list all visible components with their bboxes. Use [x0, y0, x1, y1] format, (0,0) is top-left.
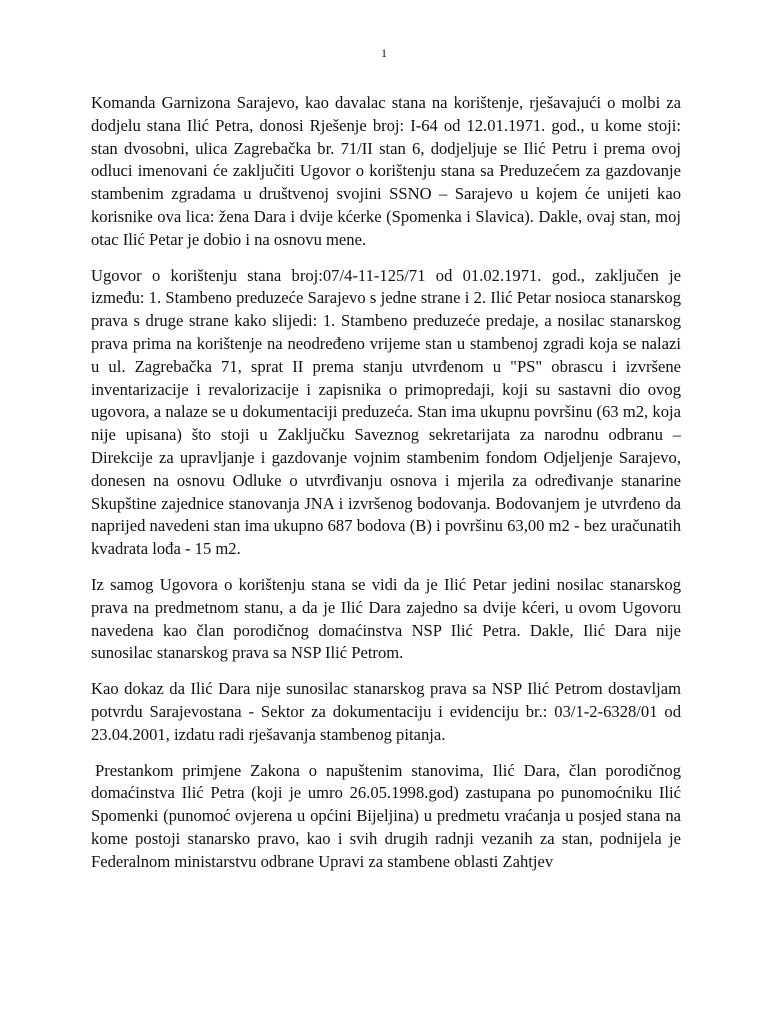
- paragraph-sole-holder: Iz samog Ugovora o korištenju stana se vidi da je Ilić Petar jedini nosilac stanarskog prava na predmetnom stanu, a da je Ilić Dara zajedno sa dvije kćeri, u ovom Ugovoru navedena kao član porodičnog domaćinstva NSP Ilić Petra. Dakle, Ilić Dara nije sunosilac stanarskog prava sa NSP Ilić Petrom.: [91, 574, 681, 663]
- paragraph-request: Prestankom primjene Zakona o napuštenim stanovima, Ilić Dara, član porodičnog domaćinstva Ilić Petra (koji je umro 26.05.1998.god) zastupana po punomoćniku Ilić Spomenki (punomoć ovjerena u općini Bijeljina) u predmetu vraćanja u posjed stana na kome postoji stanarsko pravo, kao i svih drugih radnji vezanih za stan, podnijela je Federalnom ministarstvu odbrane Upravi za stambene oblasti Zahtjev: [91, 760, 681, 871]
- page-number: 1: [381, 46, 387, 60]
- paragraph-garrison-decision: Komanda Garnizona Sarajevo, kao davalac stana na korištenje, rješavajući o molbi za dodjelu stana Ilić Petra, donosi Rješenje broj: I-64 od 12.01.1971. god., u kome stoji: stan dvosobni, ulica Zagrebačka br. 71/II stan 6, dodjeljuje se Ilić Petru i prema ovoj odluci imenovani će zaključiti Ugovor o korištenju stana sa Preduzećem za gazdovanje stambenim zgradama u društvenoj svojini SSNO – Sarajevo u kojem će unijeti kao korisnike ova lica: žena Dara i dvije kćerke (Spomenka i Slavica). Dakle, ovaj stan, moj otac Ilić Petar je dobio i na osnovu mene.: [91, 93, 681, 249]
- paragraph-evidence: Kao dokaz da Ilić Dara nije sunosilac stanarskog prava sa NSP Ilić Petrom dostavljam potvrdu Sarajevostana - Sektor za dokumentaciju i evidenciju br.: 03/1-2-6328/01 od 23.04.2001, izdatu radi rješavanja stambenog pitanja.: [91, 679, 681, 744]
- document-body: [91, 92, 681, 887]
- paragraph-usage-contract: Ugovor o korištenju stana broj:07/4-11-125/71 od 01.02.1971. god., zaključen je između: 1. Stambeno preduzeće Sarajevo s jedne strane i 2. Ilić Petar nosioca stanarskog prava s druge strane kako slijedi: 1. Stambeno preduzeće predaje, a nosilac stanarskog prava prima na korištenje na neodređeno vrijeme stan u stambenoj zgradi koja se nalazi u ul. Zagrebačka 71, sprat II prema stanju utvrđenom u "PS" obrascu i izvršene inventarizacije i revalorizacije i zapisnika o primopredaji, koji su sastavni dio ovog ugovora, a nalaze se u dokumentaciji preduzeća. Stan ima ukupnu površinu (63 m2, koja nije upisana) što stoji u Zaključku Saveznog sekretarijata za narodnu odbranu – Direkcije za upravljanje i gazdovanje vojnim stambenim fondom Odjeljenje Sarajevo, donesen na osnovu Odluke o utvrđivanju osnova i mjerila za određivanje stanarine Skupštine zajednice stanovanja JNA i izvršenog bodovanja. Bodovanjem je utvrđeno da naprijed navedeni stan ima ukupno 687 bodova (B) i površinu 63,00 m2 - bez uračunatih kvadrata lođa - 15 m2.: [91, 265, 681, 559]
